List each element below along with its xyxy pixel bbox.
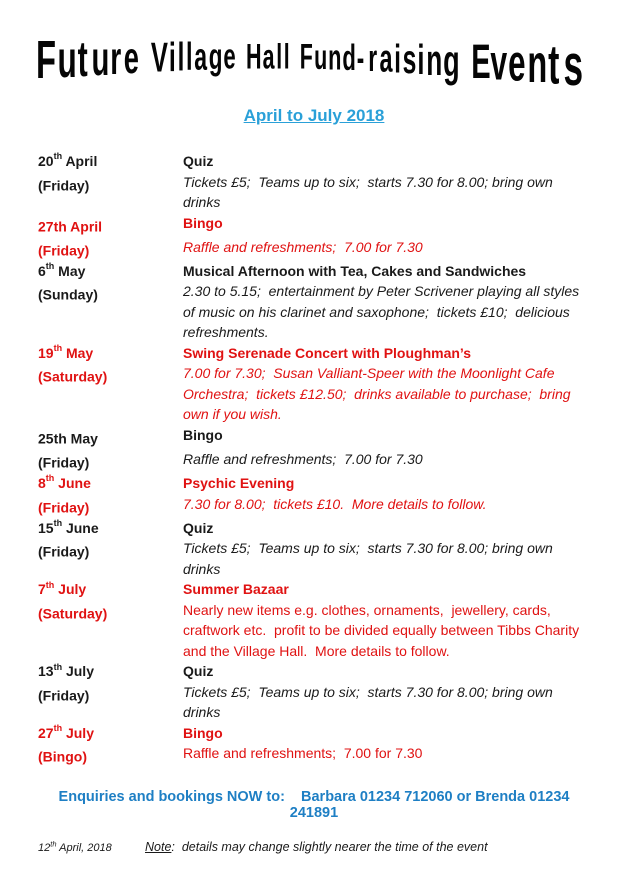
event-day: (Friday): [38, 242, 90, 259]
event-day-suffix: th: [53, 723, 63, 734]
event-day: 19: [38, 344, 54, 361]
event-description: Tickets £5; Teams up to six; starts 7.30 for 8.00; bring own drinks: [183, 683, 557, 721]
event-day: (Friday): [38, 543, 90, 560]
event-day: 27: [38, 724, 54, 741]
event-description: 7.00 for 7.30; Susan Valliant-Speer with the Moonlight Cafe Orchestra; tickets £12.50; drinks available to purchase; bring own if you wish.: [183, 365, 575, 423]
event-date-label: [38, 261, 183, 282]
event-description: Summer Bazaar: [183, 581, 289, 598]
event-row: [38, 473, 590, 494]
event-month: April: [62, 153, 98, 169]
event-date-label: [38, 425, 183, 449]
svg-text:e: e: [508, 34, 526, 93]
event-date-label: [38, 579, 183, 600]
event-day: 7: [38, 581, 46, 598]
svg-text:l: l: [186, 34, 193, 79]
event-row: [38, 579, 590, 600]
event-day: 27th: [38, 218, 67, 235]
event-row: [38, 151, 590, 172]
event-month: July: [54, 581, 87, 598]
subtitle-date-range: April to July 2018: [243, 106, 385, 125]
event-month: June: [54, 475, 91, 492]
event-date-label: [38, 743, 183, 767]
event-month: July: [62, 663, 94, 680]
footnote-date-suffix: th: [50, 839, 57, 849]
svg-text:u: u: [57, 30, 77, 89]
event-description: Quiz: [183, 519, 214, 536]
footnote-row: [38, 840, 590, 854]
event-day-suffix: th: [45, 473, 55, 484]
event-description: Psychic Evening: [183, 475, 295, 492]
svg-text:n: n: [426, 36, 443, 85]
svg-text:g: g: [208, 35, 223, 78]
svg-text:H: H: [246, 36, 262, 77]
event-date-label: [38, 538, 183, 579]
event-day: (Saturday): [38, 368, 108, 385]
event-row: [38, 723, 590, 744]
event-date-label: [38, 473, 183, 494]
svg-text:F: F: [36, 30, 57, 91]
event-date-label: [38, 661, 183, 682]
footnote-date-day: 12: [38, 842, 51, 855]
svg-text:i: i: [417, 37, 425, 84]
event-date-label: [38, 172, 183, 213]
event-month: April: [66, 218, 103, 235]
event-day: (Friday): [38, 177, 90, 194]
title-wordart: [0, 0, 618, 104]
event-month: May: [66, 430, 98, 447]
event-day: 6: [38, 262, 46, 279]
event-date-label: [38, 151, 183, 172]
event-day-suffix: th: [53, 661, 63, 672]
event-day-suffix: th: [53, 151, 63, 162]
event-date-label: [38, 723, 183, 744]
event-row: [38, 343, 590, 364]
event-day: (Bingo): [38, 748, 87, 765]
svg-text:e: e: [123, 31, 139, 83]
event-row: [38, 682, 590, 723]
svg-text:l: l: [177, 34, 185, 79]
event-description: Raffle and refreshments; 7.00 for 7.30: [183, 450, 423, 467]
event-row: [38, 261, 590, 282]
event-date-label: [38, 213, 183, 237]
svg-text:l: l: [276, 38, 283, 77]
footnote-note-word: Note: [145, 840, 172, 855]
event-row: [38, 281, 590, 343]
event-day: 8: [38, 475, 46, 492]
event-day: 13: [38, 663, 54, 680]
event-row: [38, 600, 590, 662]
svg-text:i: i: [394, 36, 401, 81]
event-day-suffix: th: [45, 579, 55, 590]
event-description: Nearly new items e.g. clothes, ornaments, jewellery, cards, craftwork etc. profit to be divided equally between Tibbs Charity and the Village Hall. More details to follow.: [183, 601, 583, 659]
event-description: Bingo: [183, 214, 223, 231]
event-day: 15: [38, 519, 54, 536]
event-description: Musical Afternoon with Tea, Cakes and Sandwiches: [183, 262, 527, 279]
svg-text:d: d: [342, 38, 356, 79]
svg-text:n: n: [328, 37, 342, 78]
event-day: 20: [38, 153, 54, 169]
event-day: 25th: [38, 430, 67, 447]
event-row: [38, 425, 590, 449]
event-date-label: [38, 237, 183, 261]
event-day: (Friday): [38, 687, 90, 704]
event-day: (Friday): [38, 499, 90, 516]
footnote-note-rest: : details may change slightly nearer the time of the event: [171, 840, 488, 855]
svg-text:V: V: [150, 34, 168, 82]
svg-text:t: t: [548, 32, 560, 96]
event-description: Quiz: [183, 153, 214, 169]
event-row: [38, 494, 590, 518]
footnote-date: [38, 839, 145, 855]
event-row: [38, 743, 590, 767]
svg-text:v: v: [490, 34, 508, 91]
event-description: Raffle and refreshments; 7.00 for 7.30: [183, 745, 423, 762]
svg-text:g: g: [443, 36, 460, 86]
event-month: July: [62, 724, 94, 741]
event-date-label: [38, 682, 183, 723]
svg-text:a: a: [379, 36, 393, 81]
svg-text:u: u: [314, 37, 328, 78]
svg-text:-: -: [356, 37, 365, 79]
svg-text:l: l: [283, 38, 290, 77]
event-date-label: [38, 363, 183, 425]
event-row: [38, 237, 590, 261]
svg-text:t: t: [77, 31, 88, 87]
event-row: [38, 172, 590, 213]
event-date-label: [38, 494, 183, 518]
event-description: Quiz: [183, 663, 214, 680]
event-date-label: [38, 518, 183, 539]
event-row: [38, 518, 590, 539]
event-day: (Sunday): [38, 286, 98, 303]
event-row: [38, 538, 590, 579]
event-description: Swing Serenade Concert with Ploughman’s: [183, 344, 472, 361]
event-description: 2.30 to 5.15; entertainment by Peter Scrivener playing all styles of music on his clarinet and saxophone; tickets £10; delicious refreshments.: [183, 283, 583, 341]
svg-text:a: a: [262, 38, 275, 77]
event-row: [38, 449, 590, 473]
footnote-date-rest: April, 2018: [56, 842, 112, 855]
event-date-label: [38, 343, 183, 364]
event-description: Tickets £5; Teams up to six; starts 7.30 for 8.00; bring own drinks: [183, 173, 557, 210]
event-description: Tickets £5; Teams up to six; starts 7.30 for 8.00; bring own drinks: [183, 540, 557, 577]
event-day-suffix: th: [45, 261, 55, 272]
svg-text:n: n: [527, 34, 548, 95]
svg-text:u: u: [91, 32, 110, 86]
event-day: (Saturday): [38, 605, 108, 622]
svg-text:E: E: [471, 35, 491, 89]
event-day-suffix: th: [53, 343, 63, 354]
event-date-label: [38, 600, 183, 662]
footnote-text: [145, 840, 488, 854]
event-day: (Friday): [38, 454, 90, 471]
event-month: May: [54, 262, 86, 279]
svg-text:r: r: [368, 37, 378, 80]
event-row: [38, 363, 590, 425]
event-day-suffix: th: [53, 518, 63, 529]
event-date-label: [38, 281, 183, 343]
svg-text:s: s: [402, 38, 417, 83]
event-month: June: [62, 519, 99, 536]
svg-text:e: e: [223, 37, 236, 78]
event-row: [38, 213, 590, 237]
event-month: May: [62, 344, 94, 361]
event-row: [38, 661, 590, 682]
event-description: 7.30 for 8.00; tickets £10. More details to follow.: [183, 495, 487, 512]
svg-text:r: r: [110, 32, 122, 85]
event-description: Raffle and refreshments; 7.00 for 7.30: [183, 238, 423, 255]
svg-text:i: i: [168, 34, 176, 81]
event-description: Bingo: [183, 426, 223, 443]
event-date-label: [38, 449, 183, 473]
svg-text:s: s: [563, 34, 584, 99]
svg-text:F: F: [299, 38, 313, 78]
event-description: Bingo: [183, 724, 223, 741]
enquiries-line: Enquiries and bookings NOW to: Barbara 01234 712060 or Brenda 01234 241891: [58, 789, 574, 822]
svg-text:a: a: [194, 35, 207, 78]
events-list: [38, 151, 590, 767]
